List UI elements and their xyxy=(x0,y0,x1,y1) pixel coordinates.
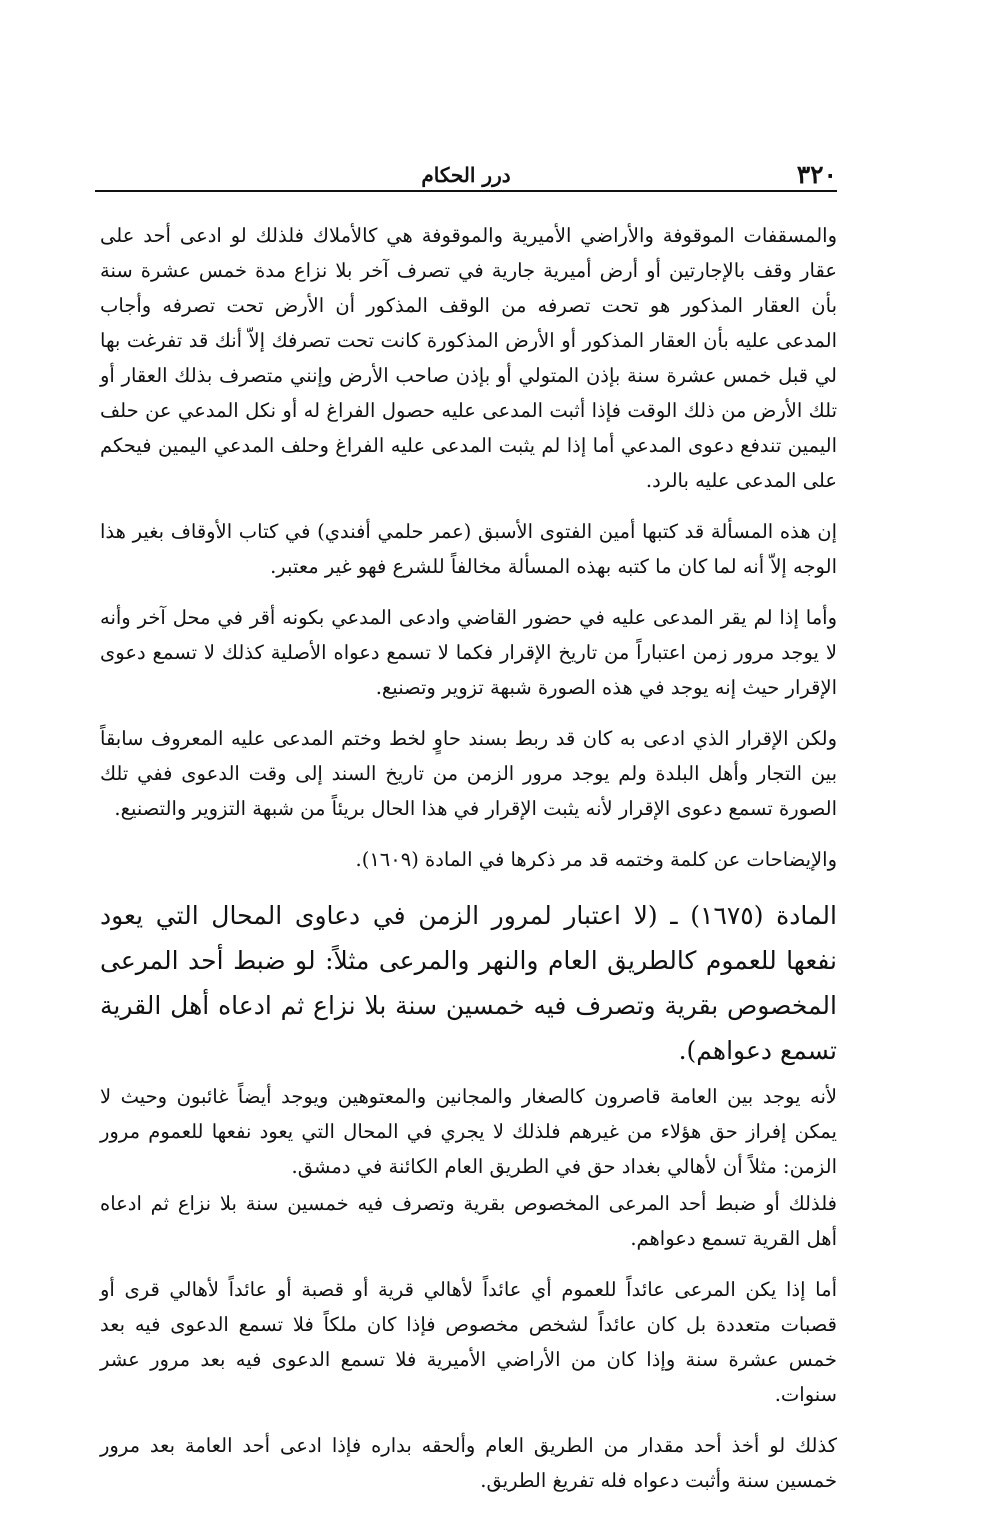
paragraph-bond-acknowledgment: ولكن الإقرار الذي ادعى به كان قد ربط بسند حاوٍ لخط وختم المدعى عليه المعروف سابقاً بين التجار وأهل البلدة ولم يوجد مرور الزمن من تاريخ السند إلى وقت الدعوى ففي تلك الصورة تسمع دعوى الإقرار لأنه يثبت الإقرار في هذا الحال بريئاً من شبهة التزوير والتصنيع. xyxy=(100,727,837,820)
page-number: ٣٢٠ xyxy=(796,160,837,189)
running-title: درر الحكام xyxy=(421,163,511,187)
paragraph-public-road: كذلك لو أخذ أحد مقدار من الطريق العام وألحقه بداره فإذا ادعى أحد العامة بعد مرور خمسين سنة وأثبت دعواه فله تفريغ الطريق. xyxy=(100,1434,837,1492)
article-1675: المادة (١٦٧٥) ـ (لا اعتبار لمرور الزمن في دعاوى المحال التي يعود نفعها للعموم كالطريق العام والنهر والمرعى مثلاً: لو ضبط أحد المرعى المخصوص بقرية وتصرف فيه خمسين سنة بلا نزاع ثم ادعاه أهل القرية تسمع دعواهم). xyxy=(100,901,837,1065)
page-body xyxy=(100,218,837,1514)
paragraph-public-reason: لأنه يوجد بين العامة قاصرون كالصغار والمجانين والمعتوهين ويوجد أيضاً غائبون وحيث لا يمكن إفراز حق هؤلاء من غيرهم فلذلك لا يجري في المحال التي يعود نفعها للعموم مرور الزمن: مثلاً أن لأهالي بغداد حق في الطريق العام الكائنة في دمشق. xyxy=(100,1085,837,1178)
paragraph-waqf-properties: والمسقفات الموقوفة والأراضي الأميرية والموقوفة هي كالأملاك فلذلك لو ادعى أحد على عقار وقف بالإجارتين أو أرض أميرية جارية في تصرف آخر بلا نزاع مدة خمس عشرة سنة بأن العقار المذكور هو تحت تصرفه من الوقف المذكور أن الأرض تحت تصرفه وأجاب المدعى عليه بأن العقار المذكور أو الأرض المذكورة كانت تحت تصرفك إلاّ أنك قد تفرغت بها لي قبل خمس عشرة سنة بإذن المتولي أو بإذن صاحب الأرض وإنني متصرف بذلك العقار أو تلك الأرض من ذلك الوقت فإذا أثبت المدعى عليه حصول الفراغ له أو نكل المدعي عن حلف اليمين تندفع دعوى المدعي أما إذا لم يثبت المدعى عليه الفراغ وحلف المدعي اليمين فيحكم على المدعى عليه بالرد. xyxy=(100,224,837,492)
paragraph-cross-reference: والإيضاحات عن كلمة وختمه قد مر ذكرها في المادة (١٦٠٩). xyxy=(355,848,837,871)
paragraph-pasture-example: فلذلك أو ضبط أحد المرعى المخصوص بقرية وتصرف فيه خمسين سنة بلا نزاع ثم ادعاه أهل القرية تسمع دعواهم. xyxy=(100,1192,837,1250)
paragraph-acknowledgment: وأما إذا لم يقر المدعى عليه في حضور القاضي وادعى المدعي بكونه أقر في محل آخر وأنه لا يوجد مرور زمن اعتباراً من تاريخ الإقرار فكما لا تسمع دعواه الأصلية كذلك لا تسمع دعوى الإقرار حيث إنه يوجد في هذه الصورة شبهة تزوير وتصنيع. xyxy=(100,606,837,699)
page-header xyxy=(95,160,837,192)
paragraph-private-pasture: أما إذا يكن المرعى عائداً للعموم أي عائداً لأهالي قرية أو قصبة أو عائداً لأهالي قرى أو قصبات متعددة بل كان عائداً لشخص مخصوص فإذا كان ملكاً فلا تسمع الدعوى فيه بعد خمس عشرة سنة وإذا كان من الأراضي الأميرية فلا تسمع الدعوى فيه بعد مرور عشر سنوات. xyxy=(100,1278,837,1406)
paragraph-fatwa-note: إن هذه المسألة قد كتبها أمين الفتوى الأسبق (عمر حلمي أفندي) في كتاب الأوقاف بغير هذا الوجه إلاّ أنه لما كان ما كتبه بهذه المسألة مخالفاً للشرع فهو غير معتبر. xyxy=(100,520,837,578)
